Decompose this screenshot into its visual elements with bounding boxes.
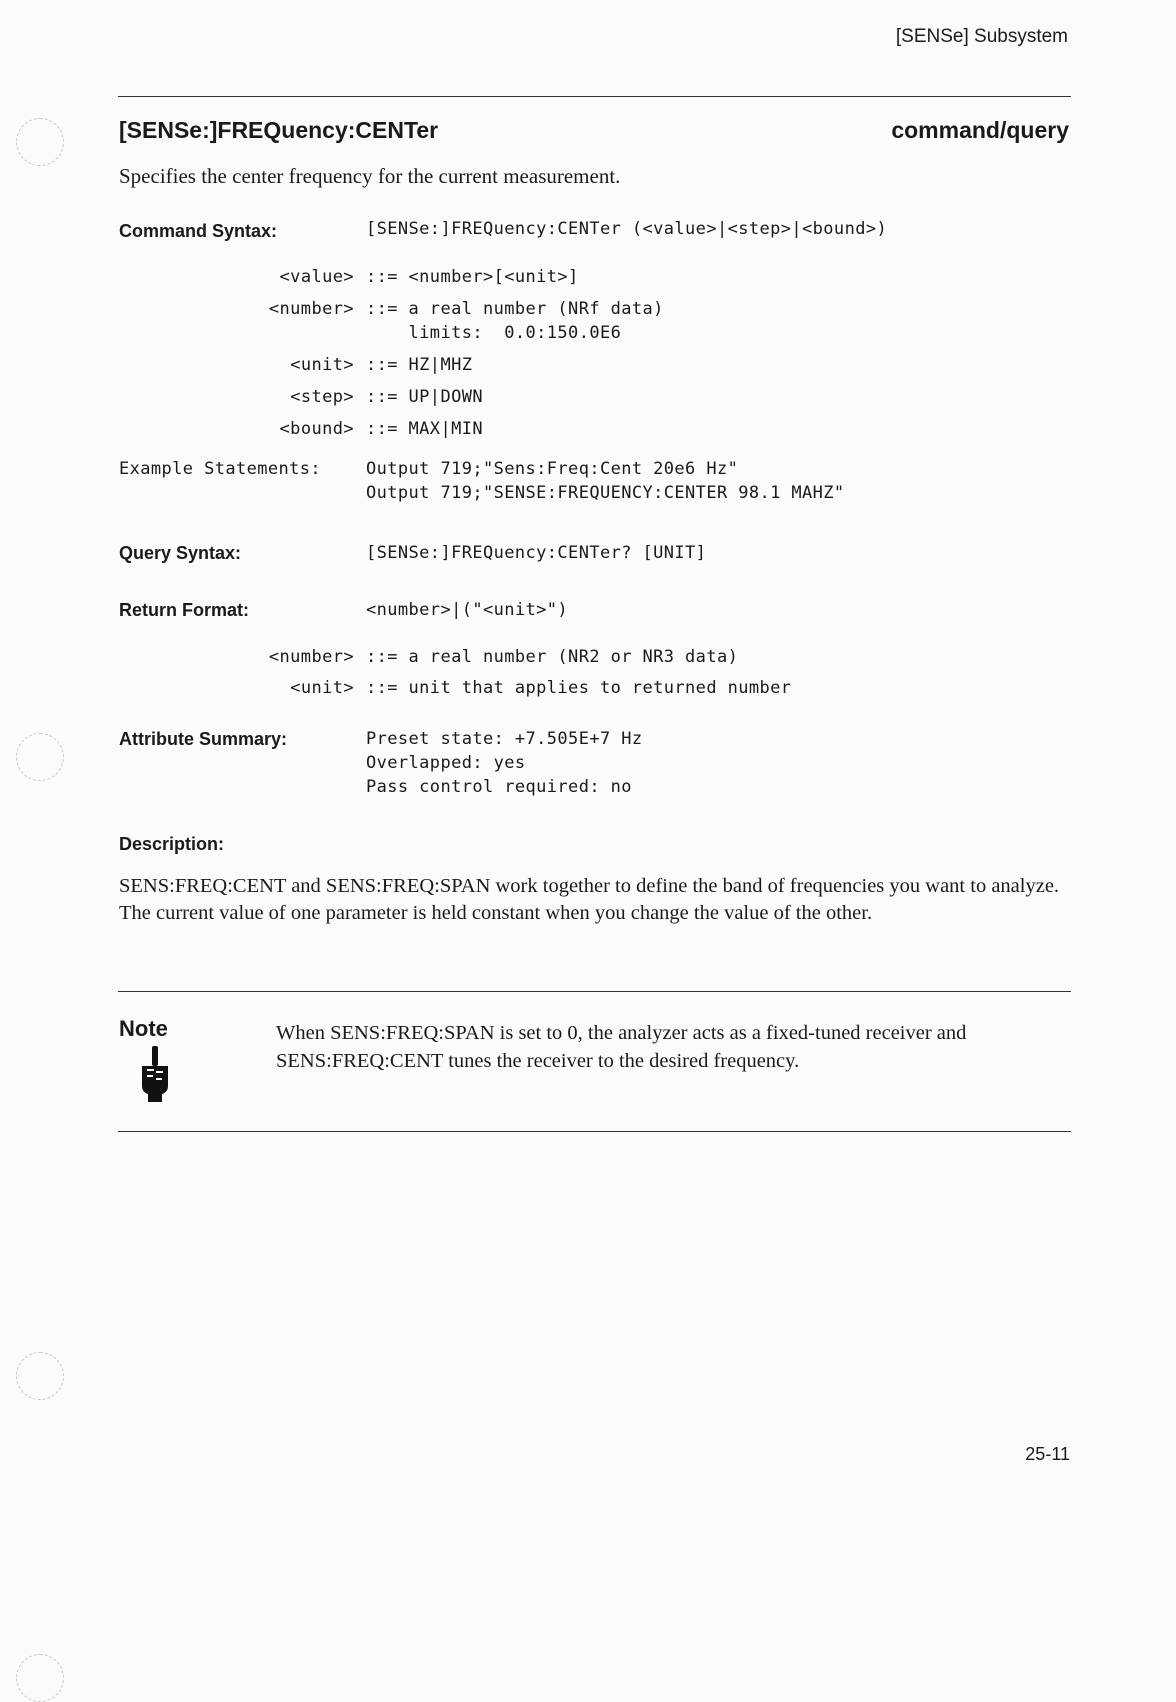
return-token: <unit> — [290, 678, 354, 698]
attribute-line: Pass control required: no — [366, 777, 632, 797]
def-value: ::= HZ|MHZ — [366, 355, 473, 375]
binder-hole — [16, 1654, 64, 1702]
def-token: <number> — [268, 299, 354, 319]
return-format-label: Return Format: — [119, 600, 249, 620]
note-text: When SENS:FREQ:SPAN is set to 0, the analyzer acts as a fixed-tuned receiver and SENS:FREQ:CENT tunes the receiver to the desired frequency. — [276, 1022, 967, 1072]
return-def: ::= unit that applies to returned number — [366, 678, 792, 698]
binder-hole — [16, 733, 64, 781]
example-line: Output 719;"SENSE:FREQUENCY:CENTER 98.1 MAHZ" — [366, 483, 845, 503]
binder-hole — [16, 1352, 64, 1400]
command-title: [SENSe:]FREQuency:CENTer — [119, 117, 439, 143]
return-format: <number>|("<unit>") — [366, 600, 569, 620]
command-summary: Specifies the center frequency for the current measurement. — [119, 164, 621, 188]
def-token: <value> — [279, 267, 354, 287]
def-token: <unit> — [290, 355, 354, 375]
return-def: ::= a real number (NR2 or NR3 data) — [366, 647, 739, 667]
def-token: <step> — [290, 387, 354, 407]
command-syntax-label: Command Syntax: — [119, 221, 278, 241]
def-value: ::= UP|DOWN — [366, 387, 483, 407]
def-token: <bound> — [279, 419, 354, 439]
def-value: ::= MAX|MIN — [366, 419, 483, 439]
attribute-summary-label: Attribute Summary: — [119, 729, 288, 749]
command-kind: command/query — [891, 117, 1069, 143]
note-label: Note — [119, 1016, 168, 1041]
page-number: 25-11 — [1025, 1444, 1070, 1464]
description-label: Description: — [119, 834, 225, 854]
query-syntax: [SENSe:]FREQuency:CENTer? [UNIT] — [366, 543, 707, 563]
description-text: SENS:FREQ:CENT and SENS:FREQ:SPAN work together to define the band of frequencies you want to analyze. The current value of one parameter is held constant when you change the value of the other. — [119, 875, 1060, 924]
attribute-line: Overlapped: yes — [366, 753, 526, 773]
command-syntax: [SENSe:]FREQuency:CENTer (<value>|<step>|<bound>) — [366, 219, 888, 239]
binder-hole — [16, 118, 64, 166]
def-value: ::= a real number (NRf data) — [366, 299, 664, 319]
note-bottom-rule — [118, 1131, 1071, 1132]
def-value: limits: 0.0:150.0E6 — [366, 323, 622, 343]
return-token: <number> — [268, 647, 354, 667]
pointing-hand-icon — [138, 1046, 172, 1102]
def-value: ::= <number>[<unit>] — [366, 267, 579, 287]
running-header: [SENSe] Subsystem — [895, 26, 1068, 47]
note-top-rule — [118, 991, 1071, 992]
header-rule — [118, 96, 1071, 97]
query-syntax-label: Query Syntax: — [119, 543, 242, 563]
attribute-line: Preset state: +7.505E+7 Hz — [366, 729, 643, 749]
example-line: Output 719;"Sens:Freq:Cent 20e6 Hz" — [366, 459, 739, 479]
example-statements-label: Example Statements: — [119, 459, 322, 479]
